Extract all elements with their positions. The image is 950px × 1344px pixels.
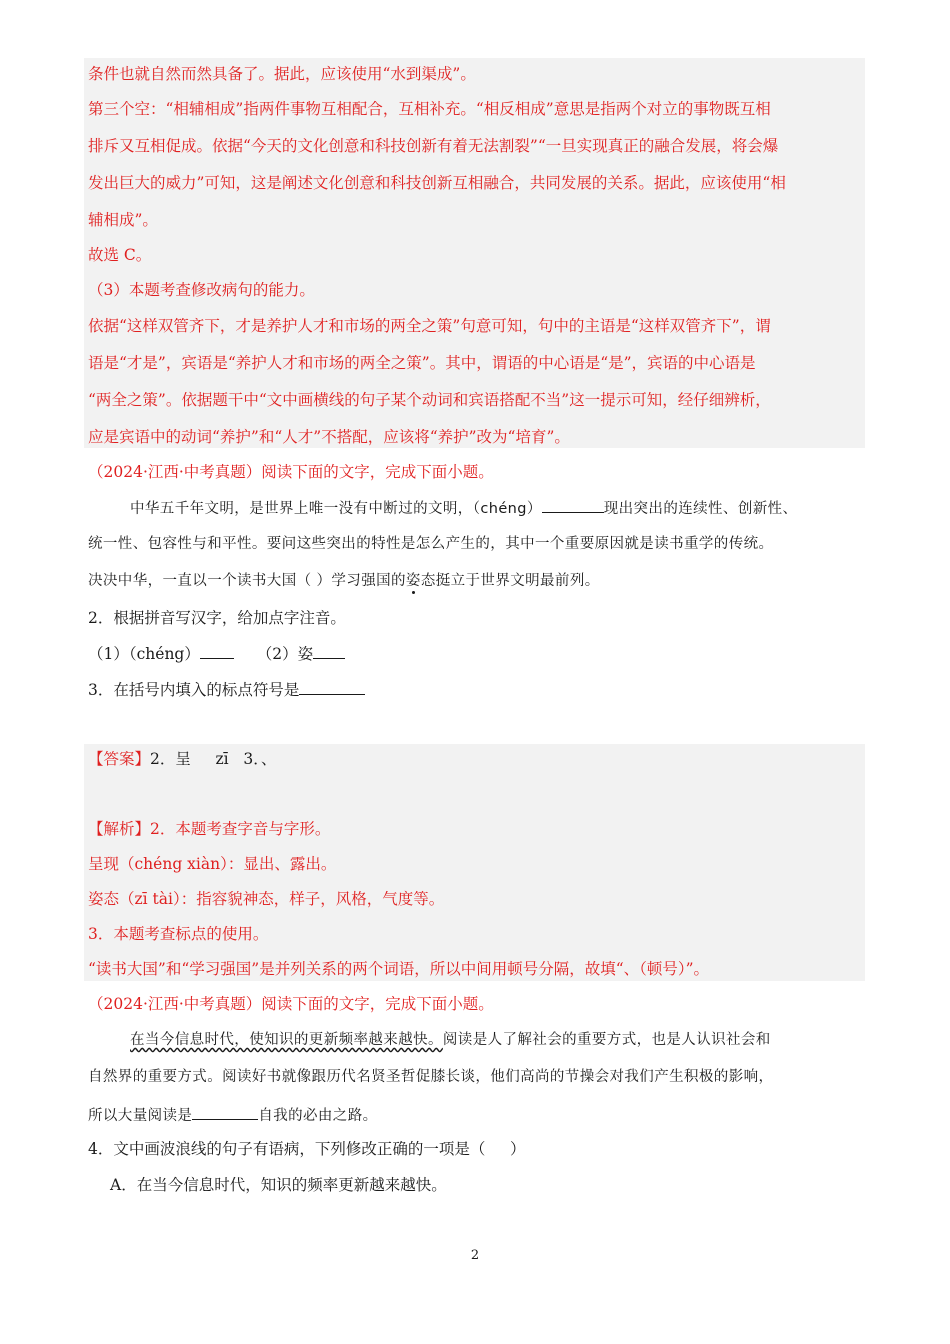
analysis-line-4: 发出巨大的威力”可知，这是阐述文化创意和科技创新互相融合，共同发展的关系。据此，应该使用“相 bbox=[88, 174, 786, 192]
explain-line-3: 姿态（zī tài）：指容貌神态，样子，风格，气度等。 bbox=[88, 890, 445, 908]
analysis-line-8: 依据“这样双管齐下，才是养护人才和市场的两全之策”句意可知，句中的主语是“这样双管齐下”，谓 bbox=[88, 317, 771, 335]
q4-passage-blank bbox=[192, 1103, 258, 1120]
dotted-char-zi: 姿 bbox=[405, 573, 421, 589]
q4-source: （2024·江西·中考真题）阅读下面的文字，完成下面小题。 bbox=[88, 995, 494, 1013]
analysis-line-7: （3）本题考查修改病句的能力。 bbox=[88, 281, 315, 299]
q4-passage-line-2: 自然界的重要方式。阅读好书就像跟历代名贤圣哲促膝长谈，他们高尚的节操会对我们产生积极的影响， bbox=[88, 1069, 774, 1085]
q2-passage-text: 中华五千年文明，是世界上唯一没有中断过的文明， bbox=[130, 501, 473, 517]
q3-text: 3．在括号内填入的标点符号是 bbox=[88, 681, 300, 699]
question-2-subitems bbox=[88, 642, 345, 665]
q4-passage-line-3 bbox=[88, 1103, 378, 1127]
question-4: 4．文中画波浪线的句子有语病，下列修改正确的一项是（ ） bbox=[88, 1140, 526, 1158]
q2-passage-text: 态挺立于世界文明最前列。 bbox=[420, 573, 600, 589]
q2-passage-blank bbox=[542, 496, 604, 513]
answer-text: 2．呈 zī 3．、 bbox=[150, 750, 277, 768]
analysis-line-11: 应是宾语中的动词“养护”和“人才”不搭配，应该将“养护”改为“培育”。 bbox=[88, 428, 570, 446]
explain-line-1 bbox=[88, 818, 330, 840]
q2-passage-line-2: 统一性、包容性与和平性。要问这些突出的特性是怎么产生的，其中一个重要原因就是读书重学的传统。 bbox=[88, 536, 774, 552]
analysis-line-6: 故选 C。 bbox=[88, 246, 152, 264]
q2-sub1-blank bbox=[200, 642, 234, 659]
q4-passage-line-1 bbox=[130, 1029, 771, 1051]
q2-source: （2024·江西·中考真题）阅读下面的文字，完成下面小题。 bbox=[88, 463, 494, 481]
answer-label: 【答案】 bbox=[88, 750, 151, 768]
analysis-line-10: “两全之策”。依据题干中“文中画横线的句子某个动词和宾语搭配不当”这一提示可知，经仔细辨析， bbox=[88, 391, 771, 409]
answer-line bbox=[88, 748, 277, 770]
page-number: 2 bbox=[470, 1248, 480, 1263]
explain-label: 【解析】 bbox=[88, 820, 151, 838]
explain-line-5: “读书大国”和“学习强国”是并列关系的两个词语，所以中间用顿号分隔，故填“、（顿号）”。 bbox=[88, 960, 710, 978]
question-2: 2．根据拼音写汉字，给加点字注音。 bbox=[88, 609, 346, 627]
explain-text: 2．本题考查字音与字形。 bbox=[150, 820, 331, 838]
q4-passage-text: 自我的必由之路。 bbox=[258, 1108, 378, 1124]
analysis-line-5: 辅相成”。 bbox=[88, 211, 158, 229]
q3-blank bbox=[299, 678, 365, 695]
wavy-underlined-sentence: 在当今信息时代，使知识的更新频率越来越快。 bbox=[130, 1032, 443, 1048]
explain-line-4: 3．本题考查标点的使用。 bbox=[88, 925, 269, 943]
analysis-line-9: 语是“才是”，宾语是“养护人才和市场的两全之策”。其中，谓语的中心语是“是”，宾语的中心语是 bbox=[88, 354, 756, 372]
q2-passage-line-1 bbox=[130, 496, 797, 520]
analysis-line-2: 第三个空：“相辅相成”指两件事物互相配合，互相补充。“相反相成”意思是指两个对立的事物既互相 bbox=[88, 100, 771, 118]
q2-passage-text: 决决中华，一直以一个读书大国（ ）学习强国的 bbox=[88, 573, 406, 589]
analysis-line-1: 条件也就自然而然具备了。据此，应该使用“水到渠成”。 bbox=[88, 65, 476, 83]
question-3 bbox=[88, 678, 365, 701]
q2-passage-text: 现出突出的连续性、创新性、 bbox=[603, 501, 798, 517]
explain-line-2: 呈现（chéng xiàn）：显出、露出。 bbox=[88, 855, 337, 873]
q4-passage-text: 阅读是人了解社会的重要方式，也是人认识社会和 bbox=[442, 1032, 771, 1048]
q4-passage-text: 所以大量阅读是 bbox=[88, 1108, 193, 1124]
q2-sub2-label: （2）姿 bbox=[256, 645, 314, 663]
pinyin-cheng: （chéng） bbox=[472, 501, 542, 517]
option-a: A．在当今信息时代，知识的频率更新越来越快。 bbox=[110, 1176, 447, 1194]
analysis-line-3: 排斥又互相促成。依据“今天的文化创意和科技创新有着无法割裂”“一旦实现真正的融合发展，将会爆 bbox=[88, 137, 779, 155]
q2-passage-line-3 bbox=[88, 570, 600, 592]
q2-sub2-blank bbox=[313, 642, 345, 659]
q2-sub1-label: （1）（chéng） bbox=[88, 645, 200, 663]
